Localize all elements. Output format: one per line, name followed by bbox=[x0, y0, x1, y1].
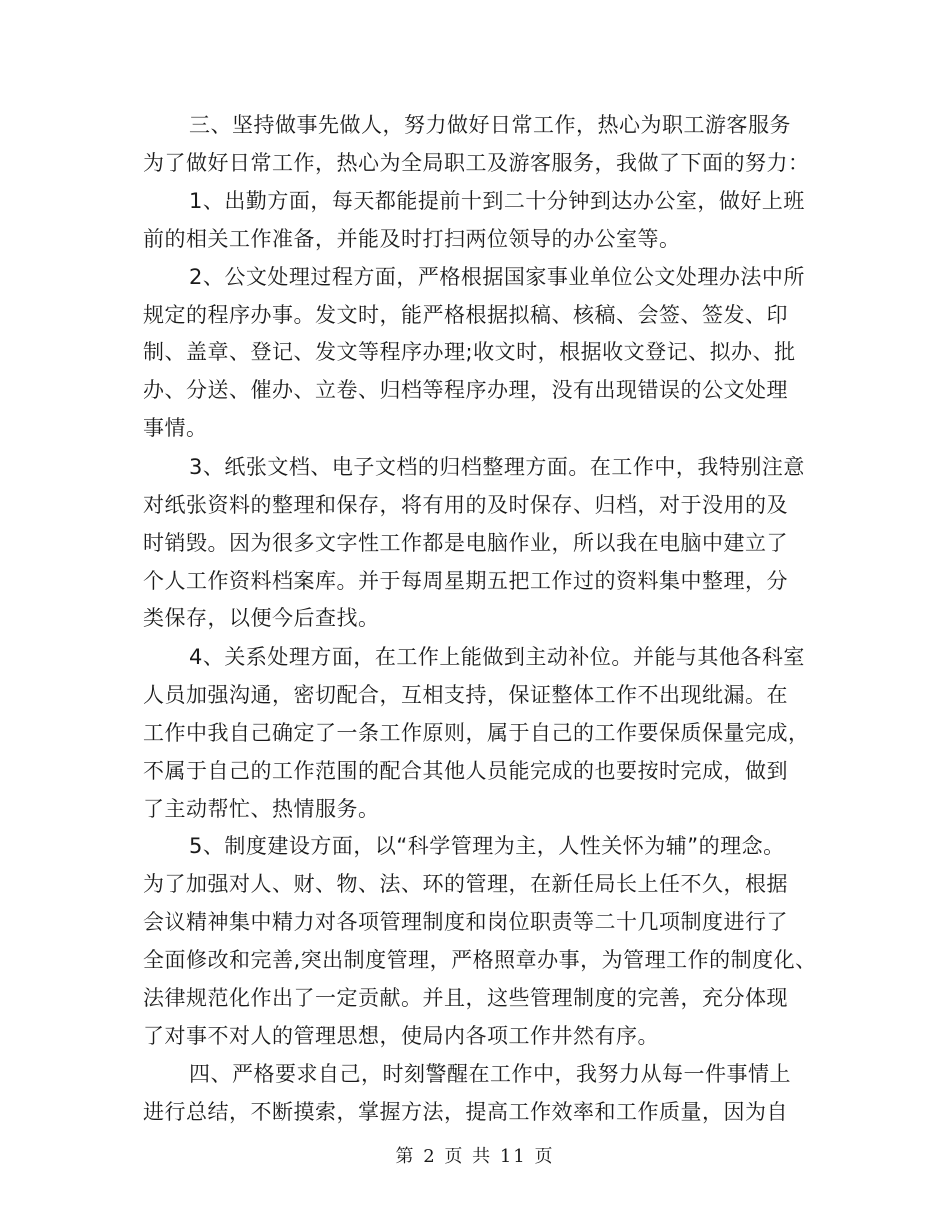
paragraph-line: 进行总结，不断摸索，掌握方法，提高工作效率和工作质量，因为自 bbox=[143, 1100, 788, 1124]
paragraph-line: 为了加强对人、财、物、法、环的管理，在新任局长上任不久，根据 bbox=[143, 872, 788, 896]
paragraph-line: 事情。 bbox=[143, 416, 208, 440]
paragraph-line: 人员加强沟通，密切配合，互相支持，保证整体工作不出现纰漏。在 bbox=[143, 683, 788, 707]
paragraph-line: 工作中我自己确定了一条工作原则，属于自己的工作要保质保量完成， bbox=[143, 721, 810, 745]
paragraph-line: 为了做好日常工作，热心为全局职工及游客服务，我做了下面的努力： bbox=[143, 151, 810, 175]
paragraph-line: 对纸张资料的整理和保存，将有用的及时保存、归档，对于没用的及 bbox=[143, 493, 788, 517]
paragraph-line: 办、分送、催办、立卷、归档等程序办理，没有出现错误的公文处理 bbox=[143, 378, 788, 402]
paragraph-line: 全面修改和完善,突出制度管理，严格照章办事，为管理工作的制度化、 bbox=[143, 948, 817, 972]
paragraph-line: 了对事不对人的管理思想，使局内各项工作井然有序。 bbox=[143, 1024, 659, 1048]
paragraph-line: 个人工作资料档案库。并于每周星期五把工作过的资料集中整理，分 bbox=[143, 569, 788, 593]
paragraph-line: 不属于自己的工作范围的配合其他人员能完成的也要按时完成，做到 bbox=[143, 759, 788, 783]
paragraph-line: 2、公文处理过程方面，严格根据国家事业单位公文处理办法中所 bbox=[189, 265, 805, 289]
paragraph-line: 制、盖章、登记、发文等程序办理;收文时，根据收文登记、拟办、批 bbox=[143, 340, 796, 364]
paragraph-line: 四、严格要求自己，时刻警醒在工作中，我努力从每一件事情上 bbox=[189, 1062, 791, 1086]
paragraph-line: 4、关系处理方面，在工作上能做到主动补位。并能与其他各科室 bbox=[189, 645, 805, 669]
paragraph-line: 时销毁。因为很多文字性工作都是电脑作业，所以我在电脑中建立了 bbox=[143, 531, 788, 555]
paragraph-line: 类保存，以便今后查找。 bbox=[143, 606, 380, 630]
paragraph-line: 三、坚持做事先做人，努力做好日常工作，热心为职工游客服务 bbox=[189, 113, 791, 137]
paragraph-line: 3、纸张文档、电子文档的归档整理方面。在工作中，我特别注意 bbox=[189, 455, 805, 479]
paragraph-line: 规定的程序办事。发文时，能严格根据拟稿、核稿、会签、签发、印 bbox=[143, 303, 788, 327]
paragraph-line: 会议精神集中精力对各项管理制度和岗位职责等二十几项制度进行了 bbox=[143, 910, 788, 934]
page-number-footer: 第 2 页 共 11 页 bbox=[395, 1146, 555, 1167]
paragraph-line: 前的相关工作准备，并能及时打扫两位领导的办公室等。 bbox=[143, 227, 681, 251]
paragraph-line: 5、制度建设方面，以“科学管理为主，人性关怀为辅”的理念。 bbox=[189, 834, 785, 858]
paragraph-line: 法律规范化作出了一定贡献。并且，这些管理制度的完善，充分体现 bbox=[143, 986, 788, 1010]
paragraph-line: 1、出勤方面，每天都能提前十到二十分钟到达办公室，做好上班 bbox=[189, 189, 805, 213]
paragraph-line: 了主动帮忙、热情服务。 bbox=[143, 797, 380, 821]
